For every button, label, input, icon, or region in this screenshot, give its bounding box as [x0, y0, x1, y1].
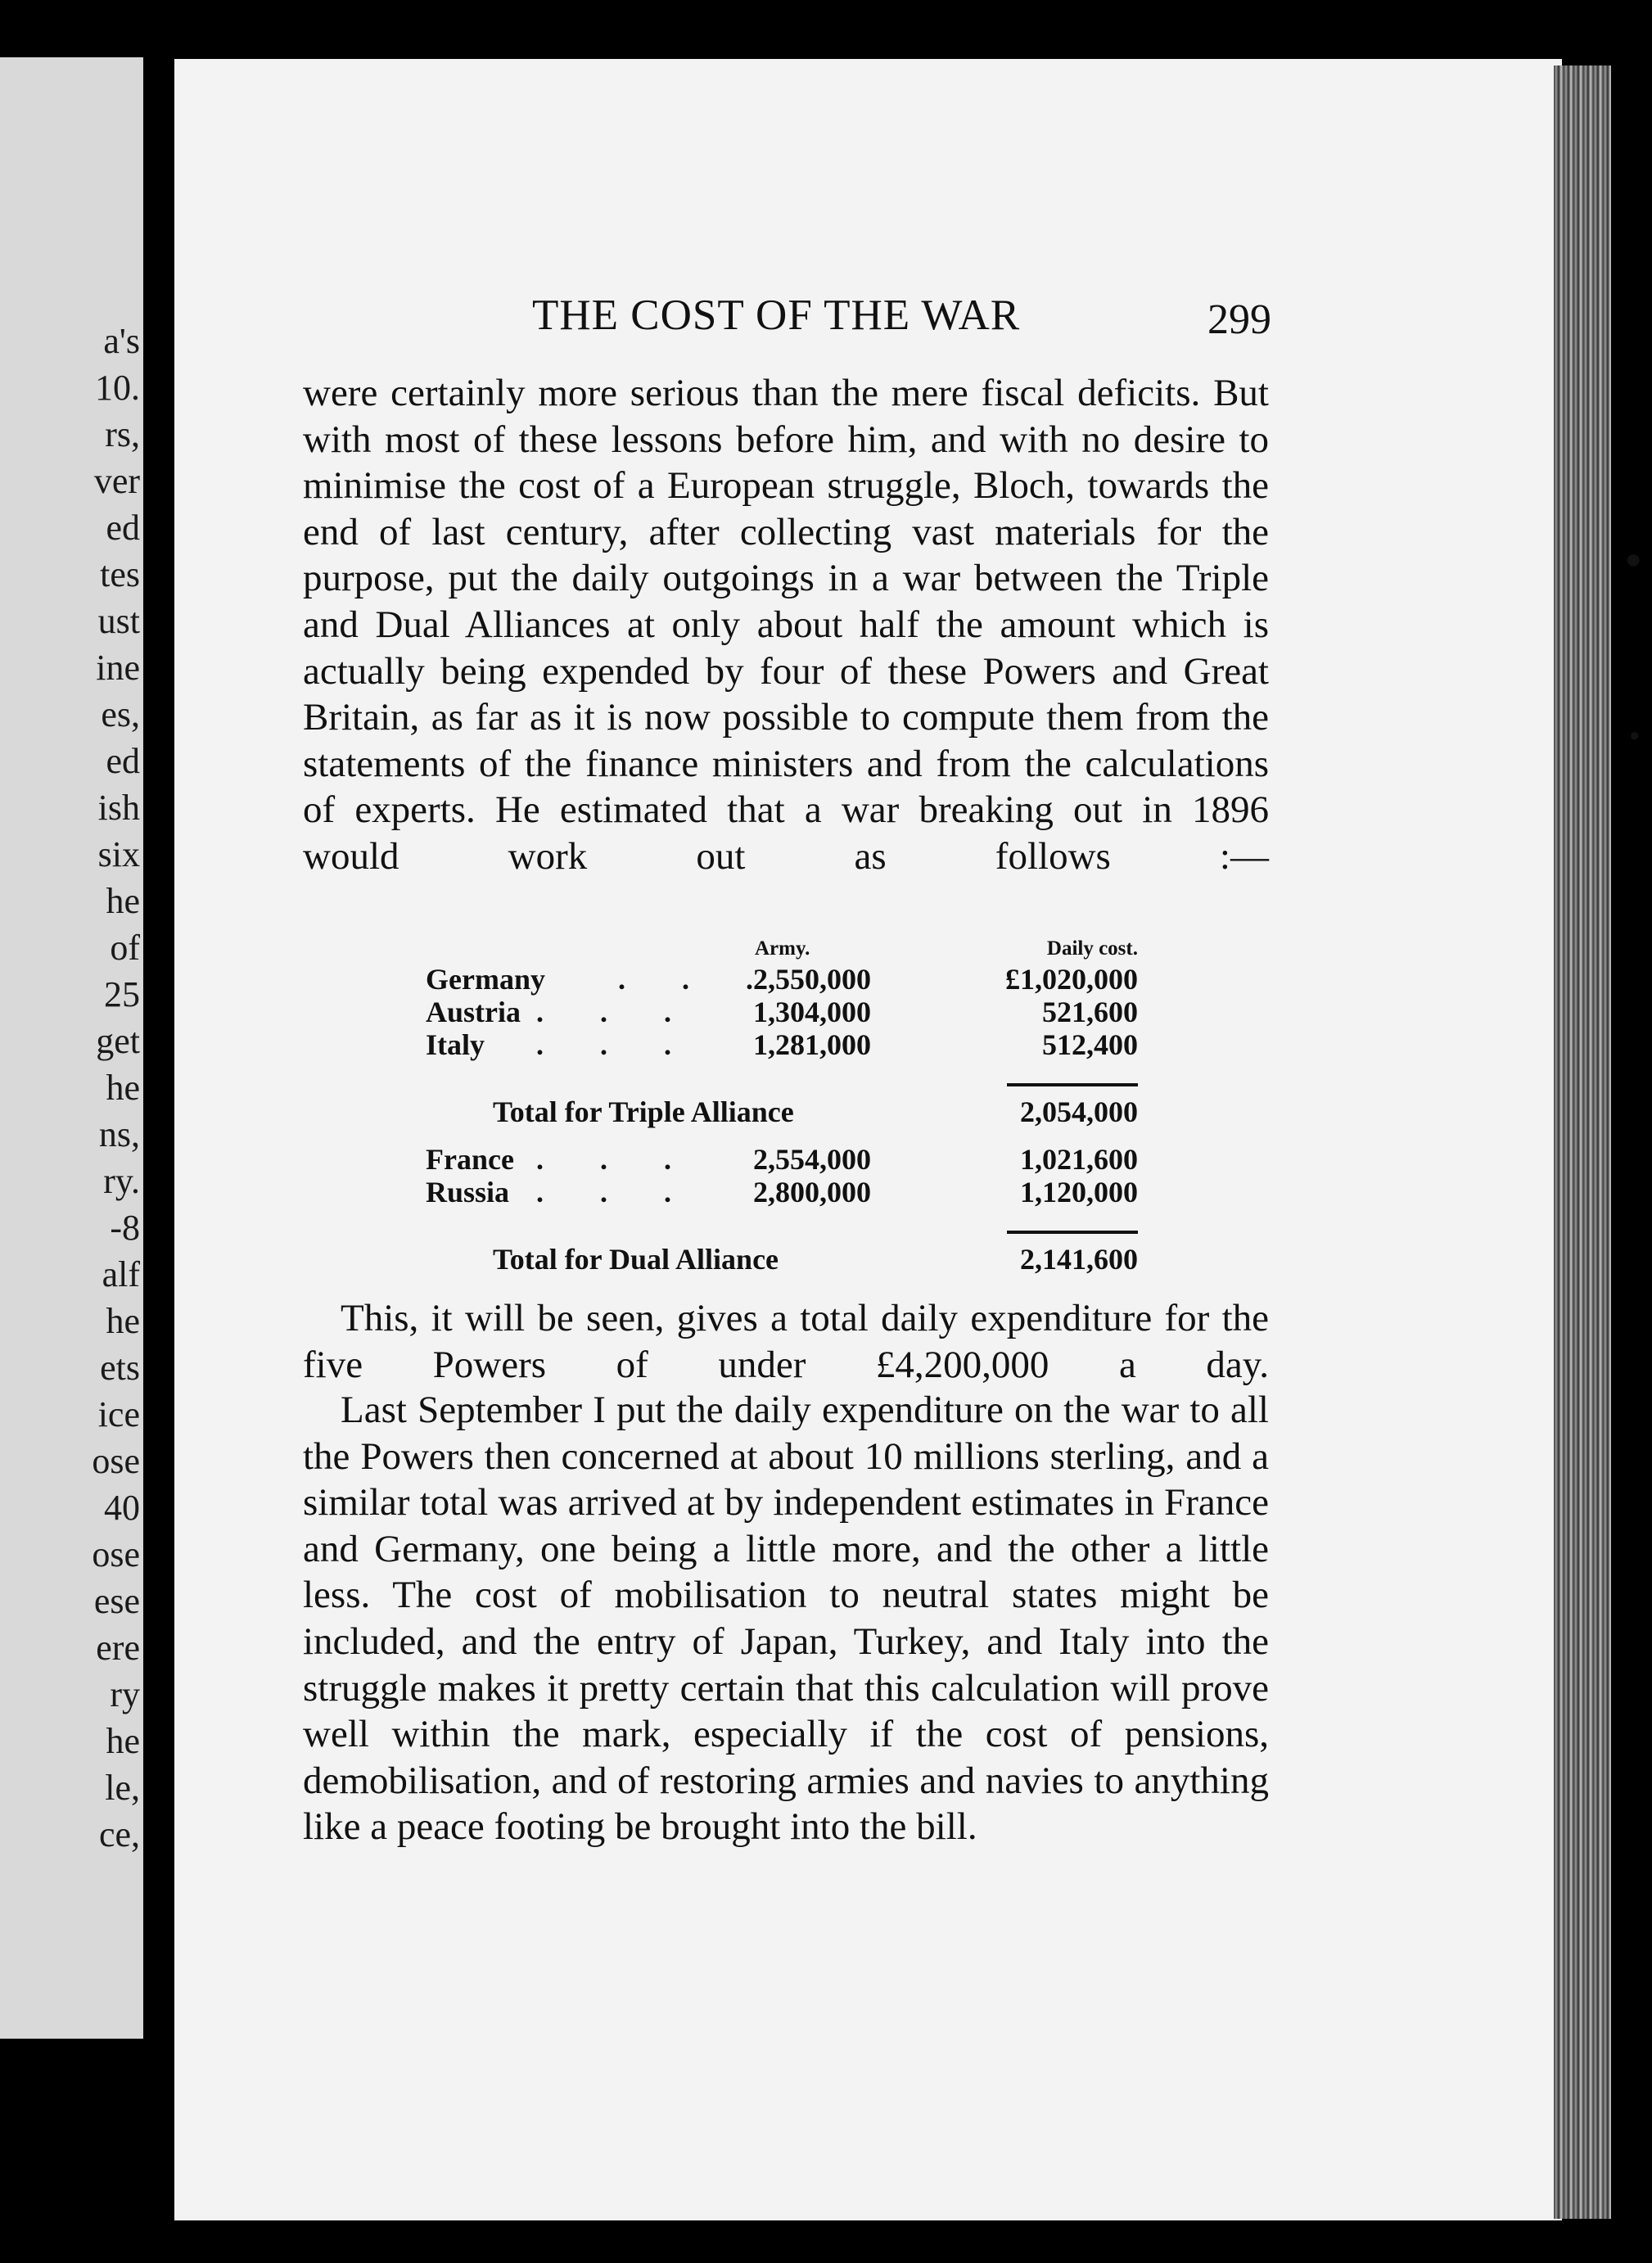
country-name: Italy	[426, 1028, 485, 1061]
army-size: 2,800,000	[753, 1176, 871, 1208]
facing-page-line-fragment: he	[106, 1721, 140, 1761]
country-name: Austria	[426, 996, 521, 1028]
facing-page-line-fragment: ine	[96, 648, 140, 688]
paragraph-last-september: Last September I put the daily expenditure on the war to all the Powers then concerned at about 10 millions sterling, and a similar total was arrived at by independent estimates in France and Germany, one being a little more, and the other a little less. The cost of mobilisation to neutral states might be included, and the entry of Japan, Turkey, and Italy into the struggle makes it pretty certain that this calculation will prove well within the mark, especially if the cost of pensions, demobilisation, and of restoring armies and navies to anything like a peace footing be brought into the bill.	[303, 1389, 1269, 1849]
leader-dots: . . .	[618, 963, 778, 996]
army-size: 2,554,000	[753, 1143, 871, 1176]
page-edges	[1554, 65, 1611, 2219]
daily-cost: £1,020,000	[1005, 963, 1138, 996]
facing-page-line-fragment: le,	[105, 1768, 140, 1808]
facing-page-line-fragment: a's	[103, 321, 140, 361]
facing-page-line-fragment: ere	[96, 1628, 140, 1668]
column-header-daily-cost: Daily cost.	[1046, 937, 1138, 960]
facing-page-line-fragment: he	[106, 1301, 140, 1341]
facing-page-line-fragment: get	[96, 1021, 140, 1061]
facing-page-line-fragment: 40	[104, 1488, 140, 1528]
facing-page-line-fragment: ish	[97, 788, 140, 828]
country-name: Germany	[426, 963, 545, 996]
running-title: THE COST OF THE WAR	[532, 291, 1021, 339]
table-row	[426, 1175, 1138, 1208]
table-row	[426, 1028, 1138, 1060]
facing-page-line-fragment: ver	[93, 461, 140, 501]
leader-dots: . . .	[536, 996, 696, 1028]
total-row-triple-alliance	[426, 1095, 1138, 1127]
leader-dots: . . .	[536, 1028, 696, 1061]
daily-cost: 1,021,600	[1020, 1143, 1138, 1176]
facing-page-line-fragment: rs,	[105, 414, 140, 454]
table-row	[426, 962, 1138, 995]
total-row-dual-alliance	[426, 1242, 1138, 1275]
book-gutter	[143, 0, 174, 2263]
total-label: Total for Triple Alliance	[493, 1095, 794, 1128]
total-value: 2,141,600	[1020, 1243, 1138, 1276]
country-name: France	[426, 1143, 514, 1176]
column-header-army: Army.	[755, 937, 810, 960]
facing-page-line-fragment: ce,	[98, 1814, 140, 1854]
facing-page-line-fragment: ust	[97, 601, 140, 641]
page-header	[299, 291, 1271, 343]
facing-page-line-fragment: alf	[102, 1254, 140, 1294]
table-row	[426, 995, 1138, 1028]
facing-page-line-fragment: ed	[106, 741, 140, 781]
army-size: 2,550,000	[753, 963, 871, 996]
subtotal-rule	[1007, 1083, 1138, 1086]
facing-page-line-fragment: he	[106, 1068, 140, 1108]
facing-page-line-fragment: ns,	[98, 1114, 140, 1154]
facing-page-line-fragment: ese	[93, 1581, 140, 1621]
facing-page-line-fragment: six	[97, 834, 140, 874]
daily-cost: 1,120,000	[1020, 1176, 1138, 1208]
facing-page-line-fragment: ets	[100, 1348, 140, 1388]
paragraph-total-expenditure: This, it will be seen, gives a total daily expenditure for the five Powers of under £4,200,000 a day.	[303, 1297, 1269, 1386]
facing-page-fragment	[0, 57, 143, 2039]
total-value: 2,054,000	[1020, 1095, 1138, 1128]
army-size: 1,281,000	[753, 1028, 871, 1061]
facing-page-line-fragment: ose	[92, 1441, 140, 1481]
daily-cost: 512,400	[1042, 1028, 1138, 1061]
facing-page-line-fragment: ry.	[103, 1161, 140, 1201]
facing-page-line-fragment: es,	[101, 694, 140, 734]
total-label: Total for Dual Alliance	[493, 1243, 779, 1276]
table-row	[426, 1142, 1138, 1175]
facing-page-line-fragment: ose	[92, 1534, 140, 1574]
facing-page-line-fragment: he	[106, 881, 140, 921]
subtotal-rule	[1007, 1231, 1138, 1234]
paragraph-bloch-estimate: were certainly more serious than the mere fiscal deficits. But with most of these lessons before him, and with no desire to minimise the cost of a European struggle, Bloch, towards the end of last century, after collecting vast materials for the purpose, put the daily outgoings in a war between the Triple and Dual Alliances at only about half the amount which is actually being expended by four of these Powers and Great Britain, as far as it is now possible to compute them from the statements of the finance ministers and from the calculations of experts. He estimated that a war breaking out in 1896 would work out as follows :—	[303, 372, 1269, 878]
facing-page-line-fragment: ice	[97, 1394, 140, 1434]
facing-page-line-fragment: of	[110, 928, 140, 968]
leader-dots: . . .	[536, 1176, 696, 1208]
scan-border	[1611, 0, 1652, 2263]
facing-page-line-fragment: 10.	[95, 368, 140, 408]
facing-page-line-fragment: 25	[104, 974, 140, 1014]
facing-page-line-fragment: ed	[106, 508, 140, 548]
scan-blemish-icon: ●	[1629, 725, 1641, 745]
leader-dots: . . .	[536, 1143, 696, 1176]
country-name: Russia	[426, 1176, 510, 1208]
daily-cost: 521,600	[1042, 996, 1138, 1028]
scan-blemish-icon: ●	[1625, 544, 1642, 575]
facing-page-line-fragment: tes	[100, 554, 140, 594]
facing-page-line-fragment: ry	[110, 1674, 140, 1714]
army-size: 1,304,000	[753, 996, 871, 1028]
facing-page-line-fragment: -8	[110, 1208, 140, 1248]
page-number: 299	[1207, 296, 1271, 343]
